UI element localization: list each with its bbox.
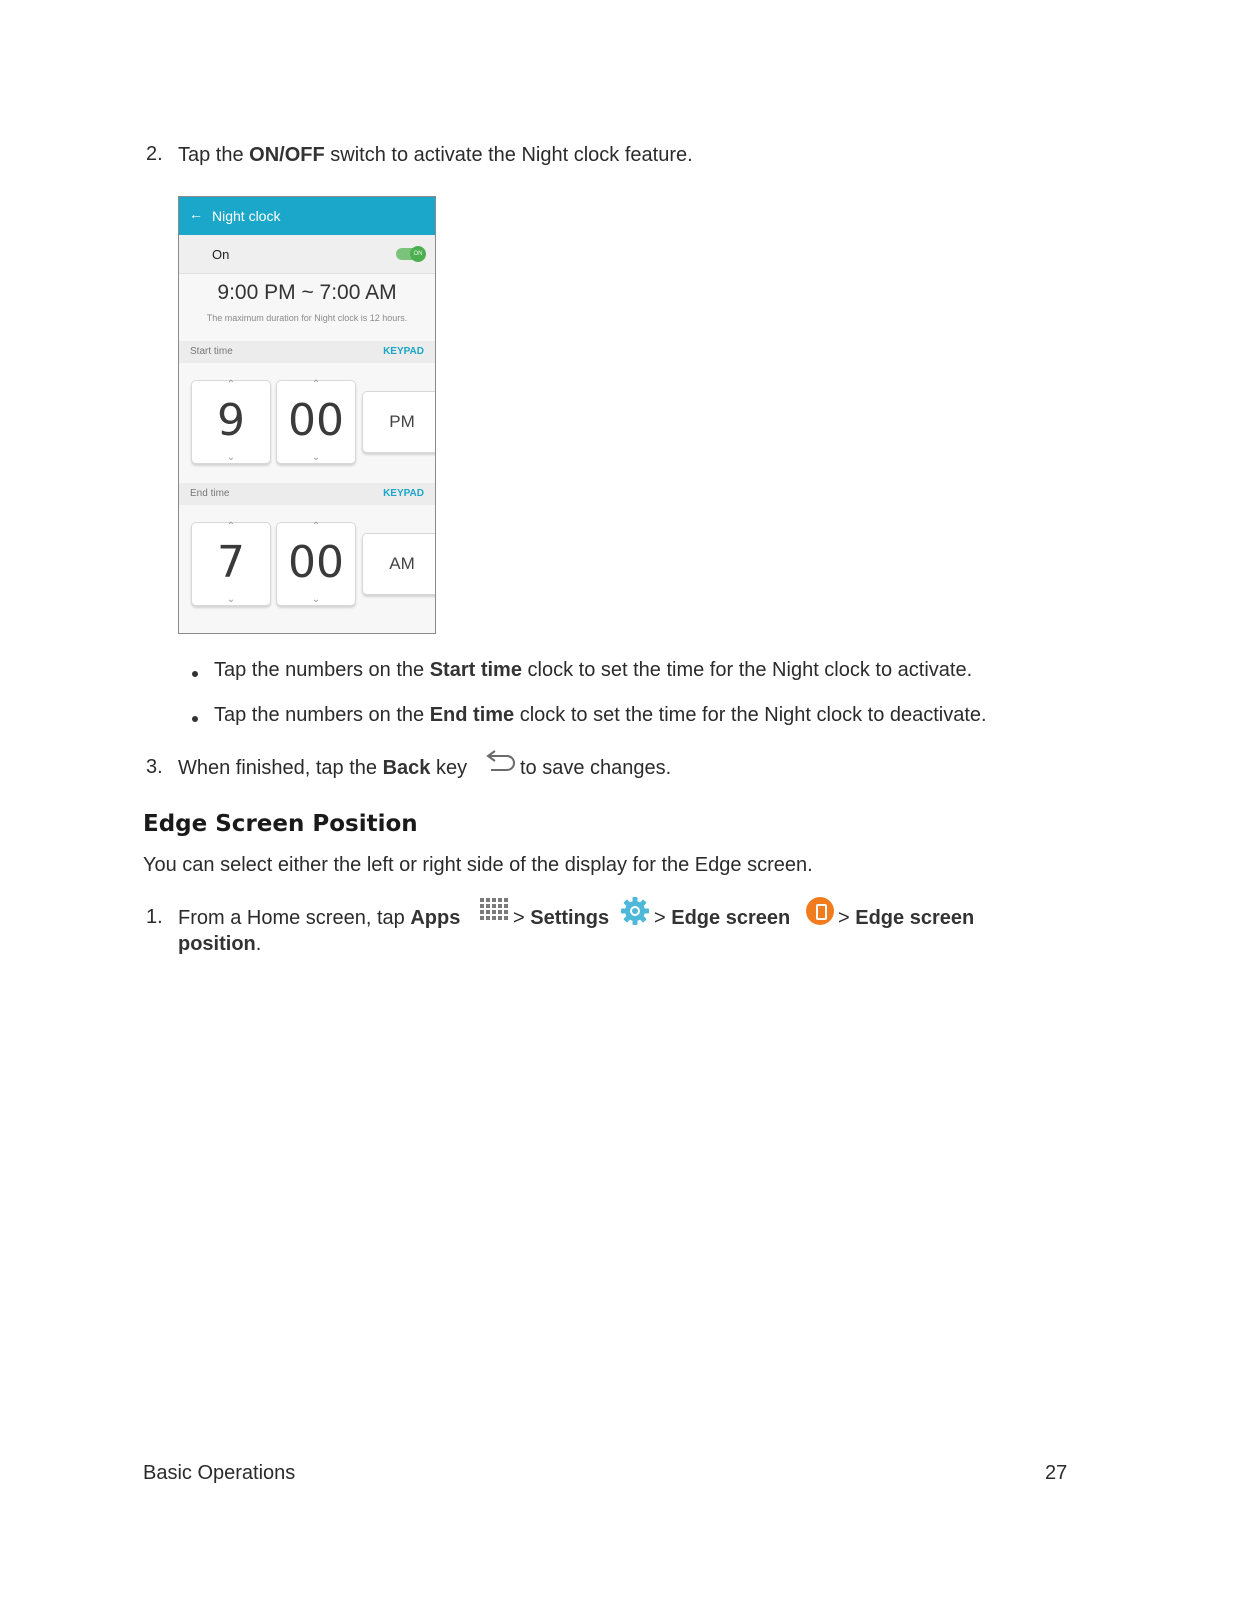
section-intro: You can select either the left or right side of the display for the Edge screen. <box>143 854 813 876</box>
separator: > <box>838 907 856 929</box>
step-1-text-b <box>513 905 609 931</box>
end-minute-picker[interactable] <box>276 522 356 606</box>
step-text-mid: key <box>430 757 468 779</box>
separator: > <box>513 907 531 929</box>
end-ampm-button[interactable] <box>362 533 436 595</box>
step-3-suffix <box>520 755 671 781</box>
end-minute-value[interactable]: 00 <box>288 537 344 588</box>
step-bold-term: ON/OFF <box>249 144 325 166</box>
step-1-text-a <box>178 905 460 931</box>
start-keypad-link[interactable]: KEYPAD <box>383 346 424 357</box>
chevron-down-icon[interactable]: ⌄ <box>311 452 321 463</box>
on-switch-row[interactable] <box>179 235 435 274</box>
settings-term: Settings <box>530 907 610 929</box>
start-hour-value[interactable]: 9 <box>217 395 245 446</box>
bullet-text-post: clock to set the time for the Night clock to deactivate. <box>514 704 987 726</box>
step-1-text-d <box>838 905 974 931</box>
start-time-label: Start time <box>190 346 233 357</box>
chevron-down-icon[interactable]: ⌄ <box>311 594 321 605</box>
night-clock-screenshot <box>178 196 436 634</box>
step-number: 3. <box>146 756 163 778</box>
end-keypad-link[interactable]: KEYPAD <box>383 488 424 499</box>
step-bold-term: Back <box>382 757 431 779</box>
time-range: 9:00 PM ~ 7:00 AM <box>217 281 397 304</box>
on-off-toggle[interactable] <box>396 248 424 260</box>
page-number: 27 <box>1045 1462 1068 1484</box>
end-ampm-value: AM <box>389 554 415 573</box>
bullet-text-pre: Tap the numbers on the <box>214 704 430 726</box>
app-bar <box>179 197 435 235</box>
toggle-knob: ON <box>410 246 426 262</box>
apps-grid-icon <box>480 898 510 926</box>
edge-screen-position-term: Edge screen <box>855 907 975 929</box>
back-arrow-icon[interactable]: ← <box>189 206 203 222</box>
step-1-text-c <box>654 905 790 931</box>
apps-term: Apps <box>410 907 461 929</box>
step-number: 2. <box>146 143 163 165</box>
chevron-down-icon[interactable]: ⌄ <box>226 594 236 605</box>
bullet-text-post: clock to set the time for the Night clock to activate. <box>521 659 973 681</box>
step-2-text <box>178 142 693 168</box>
step-text-post: switch to activate the Night clock feature. <box>324 144 693 166</box>
step-text-post: to save changes. <box>520 757 672 779</box>
bullet-icon <box>192 671 198 677</box>
chevron-up-icon[interactable]: ⌃ <box>226 521 236 532</box>
duration-note: The maximum duration for Night clock is 12 hours. <box>206 313 408 323</box>
bullet-bold-term: Start time <box>429 659 522 681</box>
screen-title: Night clock <box>212 208 281 224</box>
start-ampm-button[interactable] <box>362 391 436 453</box>
start-minute-picker[interactable] <box>276 380 356 464</box>
start-ampm-value: PM <box>389 412 415 431</box>
step-text-end: . <box>255 933 262 955</box>
section-heading: Edge Screen Position <box>143 811 418 837</box>
end-time-label: End time <box>190 488 230 499</box>
edge-screen-position-term-cont: position <box>178 933 256 955</box>
end-hour-picker[interactable] <box>191 522 271 606</box>
bullet-start-time <box>214 657 972 683</box>
chevron-up-icon[interactable]: ⌃ <box>311 379 321 390</box>
separator: > <box>654 907 672 929</box>
bullet-icon <box>192 716 198 722</box>
footer-section-title: Basic Operations <box>143 1462 296 1484</box>
back-key-icon <box>485 748 517 774</box>
step-number: 1. <box>146 906 163 928</box>
step-text-pre: When finished, tap the <box>178 757 383 779</box>
edge-screen-icon <box>806 897 834 925</box>
start-hour-picker[interactable] <box>191 380 271 464</box>
settings-gear-icon <box>621 897 649 925</box>
step-3-text <box>178 755 467 781</box>
start-time-header <box>179 341 435 363</box>
chevron-up-icon[interactable]: ⌃ <box>311 521 321 532</box>
edge-screen-term: Edge screen <box>671 907 791 929</box>
chevron-down-icon[interactable]: ⌄ <box>226 452 236 463</box>
bullet-bold-term: End time <box>429 704 515 726</box>
chevron-up-icon[interactable]: ⌃ <box>226 379 236 390</box>
step-1-text-e <box>178 931 261 957</box>
bullet-text-pre: Tap the numbers on the <box>214 659 430 681</box>
step-text-pre: Tap the <box>178 144 250 166</box>
edge-screen-icon-glyph <box>816 904 827 920</box>
start-minute-value[interactable]: 00 <box>288 395 344 446</box>
step-text-pre: From a Home screen, tap <box>178 907 411 929</box>
end-time-header <box>179 483 435 505</box>
bullet-end-time <box>214 702 987 728</box>
switch-label: On <box>212 247 230 262</box>
end-hour-value[interactable]: 7 <box>217 537 245 588</box>
